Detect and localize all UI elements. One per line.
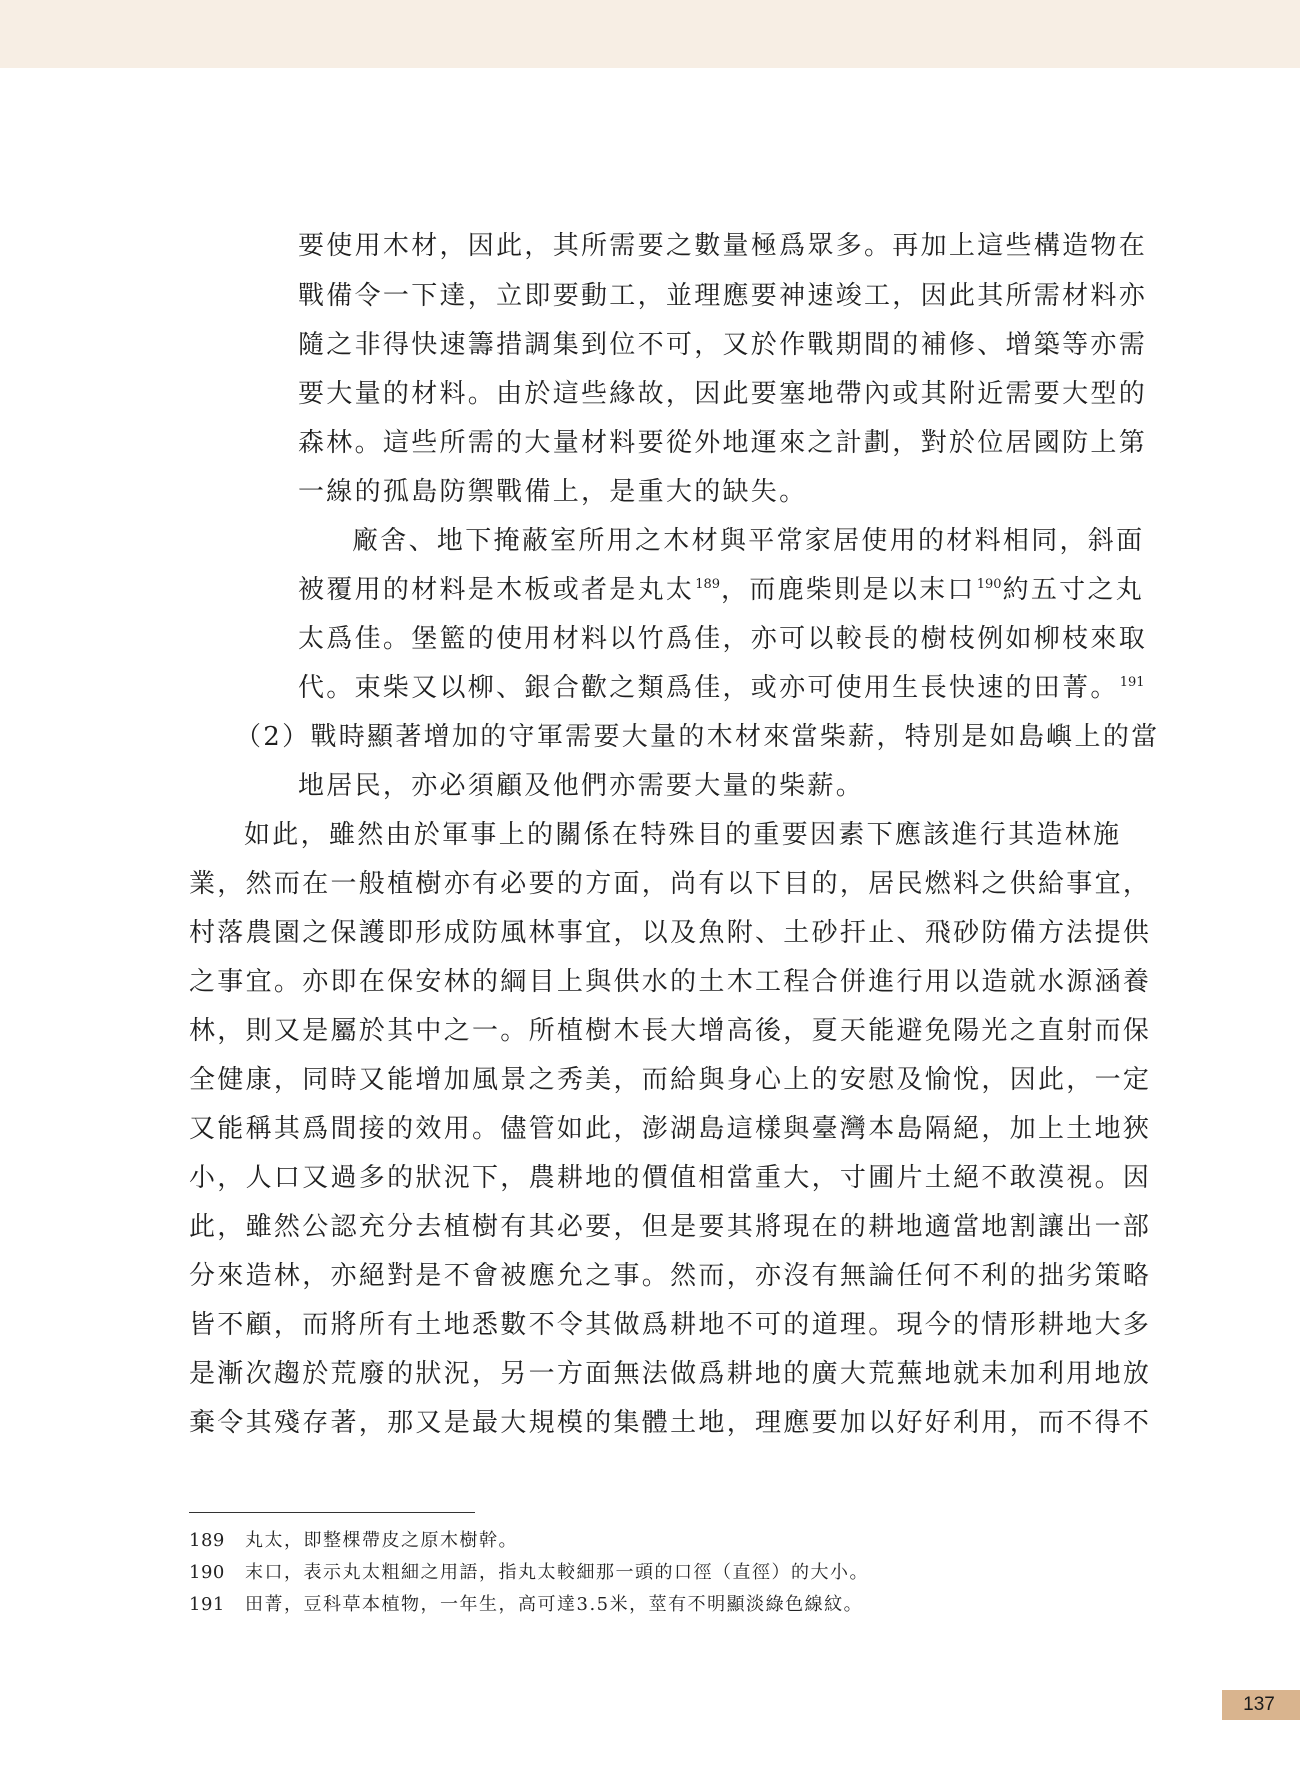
footnote-number: 190 xyxy=(189,1562,225,1583)
text-line: 太爲佳。堡籃的使用材料以竹爲佳，亦可以較長的樹枝例如柳枝來取 xyxy=(298,624,1148,654)
text-line: 之事宜。亦即在保安林的綱目上與供水的土木工程合併進行用以造就水源涵養 xyxy=(189,967,1152,997)
text-line: 此，雖然公認充分去植樹有其必要，但是要其將現在的耕地適當地割讓出一部 xyxy=(189,1212,1152,1242)
text-line: 戰備令一下達，立即要動工，並理應要神速竣工，因此其所需材料亦 xyxy=(298,281,1148,311)
text-line: 隨之非得快速籌措調集到位不可，又於作戰期間的補修、增築等亦需 xyxy=(298,330,1148,360)
footnote-190 xyxy=(189,1561,869,1585)
text-segment: ，而鹿柴則是以末口 xyxy=(721,575,976,605)
text-line: 小，人口又過多的狀況下，農耕地的價值相當重大，寸圃片土絕不敢漠視。因 xyxy=(189,1163,1152,1193)
text-line: 是漸次趨於荒廢的狀況，另一方面無法做爲耕地的廣大荒蕪地就未加利用地放 xyxy=(189,1359,1152,1389)
text-line: 如此，雖然由於軍事上的關係在特殊目的重要因素下應該進行其造林施 xyxy=(244,820,1122,850)
text-line: 一線的孤島防禦戰備上，是重大的缺失。 xyxy=(298,477,808,507)
footnote-text: 田菁，豆科草本植物，一年生，高可達3.5米，莖有不明顯淡綠色線紋。 xyxy=(245,1594,864,1615)
footnote-text: 末口，表示丸太粗細之用語，指丸太較細那一頭的口徑（直徑）的大小。 xyxy=(245,1562,869,1583)
text-line: 分來造林，亦絕對是不會被應允之事。然而，亦沒有無論任何不利的拙劣策略 xyxy=(189,1261,1152,1291)
text-line: 廠舍、地下掩蔽室所用之木材與平常家居使用的材料相同，斜面 xyxy=(352,526,1145,556)
text-line: 要大量的材料。由於這些緣故，因此要塞地帶內或其附近需要大型的 xyxy=(298,379,1148,409)
text-line: 皆不顧，而將所有土地悉數不令其做爲耕地不可的道理。現今的情形耕地大多 xyxy=(189,1310,1152,1340)
text-line: 業，然而在一般植樹亦有必要的方面，尚有以下目的，居民燃料之供給事宜， xyxy=(189,869,1152,899)
footnote-divider xyxy=(189,1512,475,1513)
text-line: 要使用木材，因此，其所需要之數量極爲眾多。再加上這些構造物在 xyxy=(298,231,1148,261)
footnote-ref-189[interactable]: 189 xyxy=(695,577,721,593)
footnote-189 xyxy=(189,1529,518,1553)
text-line-with-ref xyxy=(298,671,1146,705)
footnote-ref-190[interactable]: 190 xyxy=(976,577,1002,593)
text-segment: 被覆用的材料是木板或者是丸太 xyxy=(298,575,695,605)
footnote-ref-191[interactable]: 191 xyxy=(1119,675,1145,691)
text-line: 林，則又是屬於其中之一。所植樹木長大增高後，夏天能避免陽光之直射而保 xyxy=(189,1016,1152,1046)
text-segment: 約五寸之丸 xyxy=(1002,575,1145,605)
text-line: 全健康，同時又能增加風景之秀美，而給與身心上的安慰及愉悅，因此，一定 xyxy=(189,1065,1152,1095)
text-line: 棄令其殘存著，那又是最大規模的集體土地，理應要加以好好利用，而不得不 xyxy=(189,1408,1152,1438)
page-header-band xyxy=(0,0,1300,68)
footnote-number: 191 xyxy=(189,1594,225,1615)
footnote-text: 丸太，即整棵帶皮之原木樹幹。 xyxy=(245,1530,518,1551)
text-line: 又能稱其爲間接的效用。儘管如此，澎湖島這樣與臺灣本島隔絕，加上土地狹 xyxy=(189,1114,1152,1144)
list-item-2 xyxy=(235,720,1159,754)
text-line-with-refs xyxy=(298,573,1144,607)
list-marker: （2） xyxy=(235,722,311,752)
page-number: 137 xyxy=(1243,1694,1275,1715)
footnote-191 xyxy=(189,1593,863,1617)
text-line: 森林。這些所需的大量材料要從外地運來之計劃，對於位居國防上第 xyxy=(298,428,1148,458)
text-line: 村落農園之保護即形成防風林事宜，以及魚附、土砂扞止、飛砂防備方法提供 xyxy=(189,918,1152,948)
text-line: 地居民，亦必須顧及他們亦需要大量的柴薪。 xyxy=(298,771,865,801)
footnote-number: 189 xyxy=(189,1530,225,1551)
text-segment: 代。束柴又以柳、銀合歡之類爲佳，或亦可使用生長快速的田菁。 xyxy=(298,673,1119,703)
text-segment: 戰時顯著增加的守軍需要大量的木材來當柴薪，特別是如島嶼上的當 xyxy=(310,722,1160,752)
